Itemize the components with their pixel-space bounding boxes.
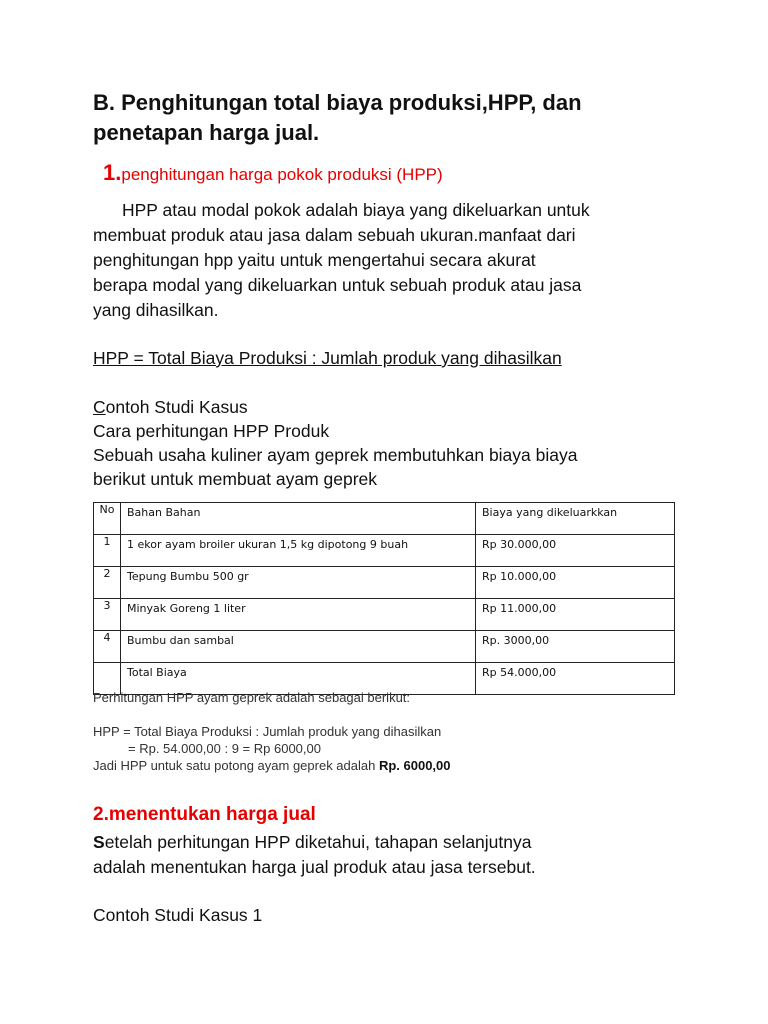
cell-no: 1 — [94, 535, 121, 567]
subsection-1-label: penghitungan harga pokok produksi (HPP) — [121, 165, 443, 184]
hpp-paragraph-line-1: HPP atau modal pokok adalah biaya yang dikeluarkan untuk — [122, 200, 590, 220]
cell-biaya: Rp 30.000,00 — [476, 535, 675, 567]
table-row — [94, 535, 675, 567]
calc-formula: HPP = Total Biaya Produksi : Jumlah produk yang dihasilkan — [93, 724, 442, 739]
part2-paragraph-initial: S — [93, 832, 105, 852]
part2-paragraph-line-2: adalah menentukan harga jual produk atau jasa tersebut. — [93, 857, 536, 877]
cell-bahan: 1 ekor ayam broiler ukuran 1,5 kg dipotong 9 buah — [121, 535, 476, 567]
cell-no: 3 — [94, 599, 121, 631]
cell-no: 4 — [94, 631, 121, 663]
header-bahan: Bahan Bahan — [121, 503, 476, 535]
hpp-paragraph-line-2: membuat produk atau jasa dalam sebuah ukuran.manfaat dari — [93, 225, 576, 245]
case-study-title — [93, 395, 248, 420]
case-study-title-initial: C — [93, 397, 106, 417]
calc-conclusion-text: Jadi HPP untuk satu potong ayam geprek adalah — [93, 758, 379, 773]
table-row — [94, 631, 675, 663]
case-study-1-title: Contoh Studi Kasus 1 — [93, 905, 263, 925]
table-row — [94, 599, 675, 631]
calc-conclusion-value: Rp. 6000,00 — [378, 758, 451, 773]
case-study-desc-line-2: berikut untuk membuat ayam geprek — [93, 469, 378, 489]
cell-biaya: Rp 54.000,00 — [476, 663, 675, 695]
section-title-line2: penetapan harga jual. — [93, 120, 320, 145]
header-no: No — [94, 503, 121, 535]
case-study-subtitle: Cara perhitungan HPP Produk — [93, 421, 330, 441]
cost-table — [93, 502, 675, 695]
header-biaya: Biaya yang dikeluarkkan — [476, 503, 675, 535]
cell-bahan: Bumbu dan sambal — [121, 631, 476, 663]
calc-intro: Perhitungan HPP ayam geprek adalah sebagai berikut: — [93, 690, 411, 705]
calc-result: = Rp. 54.000,00 : 9 = Rp 6000,00 — [128, 741, 321, 756]
subsection-1-number: 1. — [103, 160, 122, 185]
cell-biaya: Rp 10.000,00 — [476, 567, 675, 599]
cell-no: 2 — [94, 567, 121, 599]
subsection-1-title — [103, 160, 443, 186]
cell-bahan: Tepung Bumbu 500 gr — [121, 567, 476, 599]
hpp-paragraph-line-4: berapa modal yang dikeluarkan untuk sebuah produk atau jasa — [93, 275, 582, 295]
subsection-2-title: 2.menentukan harga jual — [93, 804, 316, 825]
case-study-title-rest: ontoh Studi Kasus — [105, 397, 248, 417]
section-title-line1: B. Penghitungan total biaya produksi,HPP, dan — [93, 90, 582, 115]
case-study-desc-line-1: Sebuah usaha kuliner ayam geprek membutuhkan biaya biaya — [93, 445, 578, 465]
cell-bahan: Minyak Goreng 1 liter — [121, 599, 476, 631]
cell-biaya: Rp 11.000,00 — [476, 599, 675, 631]
table-row — [94, 567, 675, 599]
calc-conclusion — [93, 757, 451, 774]
cell-bahan: Total Biaya — [121, 663, 476, 695]
hpp-formula: HPP = Total Biaya Produksi : Jumlah produk yang dihasilkan — [93, 348, 562, 368]
hpp-paragraph-line-5: yang dihasilkan. — [93, 300, 219, 320]
table-header-row — [94, 503, 675, 535]
part2-paragraph-line-1-rest: etelah perhitungan HPP diketahui, tahapan selanjutnya — [104, 832, 532, 852]
cell-biaya: Rp. 3000,00 — [476, 631, 675, 663]
hpp-paragraph-line-3: penghitungan hpp yaitu untuk mengertahui secara akurat — [93, 250, 536, 270]
part2-paragraph-line-1 — [93, 830, 532, 855]
